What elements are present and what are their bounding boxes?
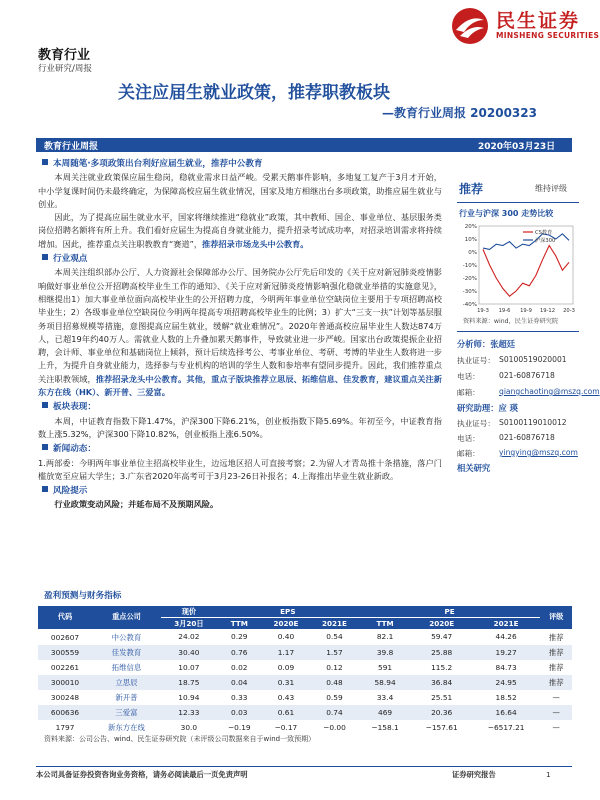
cell-value: 0.29: [231, 632, 248, 642]
risk-text: 行业政策变动风险；并延布局不及预期风险。: [54, 499, 219, 510]
cell-rating: 推荐: [548, 647, 564, 657]
divider: [457, 331, 579, 332]
col-price-date: 3月20日: [161, 618, 217, 630]
cell-value: 39.8: [376, 647, 394, 657]
page-subtitle: —教育行业周报 20200323: [382, 106, 537, 120]
cell-value: 25.88: [431, 647, 453, 657]
info-label: 电话：: [457, 372, 480, 381]
cell-value: 44.26: [495, 632, 517, 642]
cell-code: 1797: [55, 722, 75, 732]
section-risk: [38, 485, 442, 498]
col-rating: 评级: [540, 606, 572, 629]
cell-value: 25.51: [431, 692, 453, 702]
chart-title: 行业与沪深 300 走势比较: [459, 209, 554, 218]
cell-value: −6517.21: [487, 722, 525, 732]
cell-rating: 推荐: [548, 677, 564, 687]
category-label: 行业研究/周报: [38, 64, 92, 74]
y-tick-label: 20%: [464, 224, 477, 230]
table-row: [38, 645, 572, 660]
col-eps: EPS: [217, 606, 359, 618]
info-value: 021-60876718: [499, 371, 555, 380]
bullet-square-icon: [42, 402, 48, 408]
cell-value: 19.27: [495, 647, 517, 657]
cell-value: 0.76: [231, 647, 248, 657]
cell-value: 33.4: [376, 692, 394, 702]
cell-code: 002261: [50, 662, 80, 672]
cell-value: 24.95: [495, 677, 517, 687]
legend-label: 沪深300: [535, 238, 556, 244]
info-label: 邮箱：: [457, 449, 480, 458]
col-pe-ttm: TTM: [359, 618, 412, 630]
cell-value: 1.57: [326, 647, 343, 657]
cell-value: 36.84: [431, 677, 453, 687]
cell-value: 18.52: [495, 692, 517, 702]
email-link[interactable]: yingying@mszq.com: [499, 448, 578, 457]
section-title: 板块表现：: [53, 402, 96, 413]
table-row: [38, 705, 572, 720]
cell-name: 中公教育: [111, 632, 142, 642]
info-label: 电话：: [457, 434, 480, 443]
cell-value: 0.03: [231, 707, 248, 717]
y-tick-label: -20%: [462, 276, 477, 282]
table-row: [38, 690, 572, 705]
table-source: 资料来源：公司公告、wind、民生证券研究院（未评级公司数据来自于wind一致预期）: [44, 735, 316, 743]
x-tick-label: 19-3: [477, 308, 489, 314]
col-pe-2021: 2021E: [472, 618, 540, 630]
brand-name: 民生证券: [496, 10, 581, 32]
cell-rating: —: [552, 707, 560, 717]
x-tick-label: 19-9: [520, 308, 532, 314]
cell-code: 002607: [50, 632, 80, 642]
analyst-name: 张超廷: [490, 339, 516, 349]
col-name: 重点公司: [92, 606, 161, 629]
cell-rating: —: [552, 722, 560, 732]
email-link[interactable]: qiangchaoting@mszq.com: [499, 387, 600, 396]
footer-disclaimer: 本公司具备证券投资咨询业务资格，请务必阅读最后一页免责声明: [36, 770, 248, 779]
section-sector-performance: [38, 401, 442, 414]
page-number: 1: [546, 770, 551, 779]
cell-value: 0.33: [231, 692, 248, 702]
x-tick-label: 19-6: [498, 308, 511, 314]
cell-value: 1.17: [277, 647, 295, 657]
section-title: 风险提示: [53, 486, 88, 497]
table-row: [38, 629, 572, 645]
paragraph: [38, 211, 442, 251]
analyst-label: 研究助理：: [457, 403, 499, 413]
cell-value: 0.09: [277, 662, 295, 672]
highlight-text: 推荐招录龙头中公教育。其他，重点子版块推荐立思辰、拓维信息、佳发教育，建议重点关注新东方在线（HK）、新开普、三爱富。: [38, 373, 442, 398]
y-tick-label: 10%: [464, 237, 477, 243]
col-code: 代码: [38, 606, 92, 629]
footer-label: 证券研究报告: [452, 770, 496, 779]
cell-rating: 推荐: [548, 662, 564, 672]
report-bar-title: 教育行业周报: [44, 142, 99, 152]
y-tick-label: -40%: [462, 302, 477, 308]
cell-value: 84.73: [495, 662, 517, 672]
table-row: [38, 660, 572, 675]
info-value: S0100119010012: [499, 418, 567, 427]
cell-value: 24.02: [178, 632, 200, 642]
analyst-1-phone: [457, 371, 555, 382]
cell-value: 10.94: [178, 692, 200, 702]
section-news: [38, 443, 442, 456]
analyst-1-cert: [457, 355, 567, 366]
col-eps-ttm: TTM: [217, 618, 262, 630]
bullet-square-icon: [42, 444, 48, 450]
footer-divider: [36, 766, 572, 767]
paragraph: 本周关注就业政策保应届生稳岗，稳就业需求日益严峻。受累天鹅事件影响，多地复工复产于3月才开始，中小学复课时间仍未最终确定，为保障高校应届生就业情况，国家及地方相继出台多项政策，助推应届生就业与创业。: [38, 172, 442, 209]
cell-value: 58.94: [374, 677, 396, 687]
cell-value: 59.47: [431, 632, 453, 642]
analyst-2-cert: [457, 418, 567, 429]
cell-name: 拓维信息: [111, 662, 142, 672]
table-row: [38, 720, 572, 735]
cell-value: 0.40: [277, 632, 295, 642]
y-tick-label: -30%: [462, 289, 477, 295]
section-industry-view: [38, 253, 442, 266]
cell-value: 0.43: [277, 692, 295, 702]
cell-name: 新开普: [115, 692, 138, 702]
cell-value: 30.0: [180, 722, 198, 732]
info-label: 执业证号：: [457, 419, 495, 428]
cell-value: 115.2: [431, 662, 453, 672]
forecast-table: [38, 606, 572, 735]
col-price: 现价: [161, 606, 217, 618]
cell-value: 0.48: [326, 677, 343, 687]
brand-logo: [448, 4, 600, 52]
table-header-row: [38, 606, 572, 618]
analyst-2: [457, 402, 518, 414]
rating-value: 维持评级: [535, 184, 567, 193]
section-title: 本周随笔·多项政策出台利好应届生就业，推荐中公教育: [53, 159, 263, 169]
report-body: [38, 156, 442, 512]
x-tick-label: 20-3: [563, 308, 575, 314]
analyst-2-email: [457, 448, 578, 459]
cell-value: −158.1: [371, 722, 399, 732]
col-pe: PE: [359, 606, 541, 618]
analyst-2-phone: [457, 433, 555, 444]
paragraph: 1.两部委：今明两年事业单位主招高校毕业生，边远地区招人可直接考察；2.为留人才青岛推十条措施，落户门槛放宽至应届大学生；3.广东省2020年高考可于3月23-26日补报名；4.上海推出毕业生就业新政。: [38, 457, 442, 481]
paragraph: [38, 266, 442, 399]
section-title: 行业观点: [53, 254, 88, 265]
table-title: 盈利预测与财务指标: [44, 591, 122, 601]
section-title: 新闻动态：: [53, 444, 96, 455]
legend-label: CS教育: [535, 230, 553, 236]
cell-value: 0.04: [231, 677, 248, 687]
related-research[interactable]: 相关研究: [457, 463, 491, 473]
cell-code: 300559: [50, 647, 80, 657]
rating-label: 推荐: [459, 182, 484, 196]
x-tick-label: 19-12: [539, 308, 556, 314]
cell-value: 0.31: [277, 677, 295, 687]
cell-value: 0.02: [231, 662, 248, 672]
chart-source: 资料来源：wind，民生证券研究院: [463, 318, 559, 325]
info-value: 021-60876718: [499, 433, 555, 442]
brand-emblem-icon: [450, 6, 490, 46]
analyst-name: 应 瑛: [498, 403, 518, 413]
col-pe-2020: 2020E: [411, 618, 472, 630]
cell-name: 三爱富: [115, 707, 138, 717]
plot-frame: [479, 226, 573, 304]
brand-sub: MINSHENG SECURITIES: [496, 31, 600, 40]
paragraph-text: 因此，为了提高应届生就业水平，国家将继续推进“稳就业”政策，其中教师、国企、事业单位、基层服务类岗位招聘名额将有所上升。我们看好应届生为提高自身就业能力，提升招录考试成功率，对招录培训需求将持续增加。因此，推荐重点关注职教教育“赛道”，: [38, 212, 442, 249]
col-eps-2021: 2021E: [310, 618, 359, 630]
trend-chart: [457, 220, 579, 316]
cell-value: 12.33: [178, 707, 200, 717]
cell-value: 0.59: [326, 692, 343, 702]
bullet-square-icon: [42, 254, 48, 260]
highlight-text: 推荐招录市场龙头中公教育。: [202, 238, 309, 249]
cell-rating: —: [552, 692, 560, 702]
cell-value: −0.19: [227, 722, 251, 732]
y-tick-label: -10%: [462, 263, 477, 269]
cell-value: 591: [378, 662, 393, 672]
bullet-square-icon: [42, 486, 48, 492]
cell-value: 16.64: [495, 707, 517, 717]
page-title: 关注应届生就业政策，推荐职教板块: [118, 83, 390, 103]
table-row: [38, 675, 572, 690]
cell-value: 0.54: [326, 632, 343, 642]
col-eps-2020: 2020E: [262, 618, 311, 630]
info-value: S0100519020001: [499, 355, 567, 364]
cell-value: 20.36: [431, 707, 453, 717]
divider: [457, 202, 579, 203]
cell-name: 立思辰: [115, 677, 138, 687]
bullet-square-icon: [42, 159, 48, 165]
analyst-label: 分析师：: [457, 339, 491, 349]
cell-value: −157.61: [425, 722, 458, 732]
cell-value: 0.74: [326, 707, 343, 717]
info-label: 邮箱：: [457, 388, 480, 397]
cell-value: −0.17: [274, 722, 298, 732]
section-weekly-essay: [38, 158, 442, 171]
cell-value: 469: [378, 707, 393, 717]
paragraph: 本周，中证教育指数下降1.47%，沪深300下降6.21%，创业板指数下降5.69%。年初至今，中证教育指数上涨5.32%，沪深300下降10.82%，创业板指上涨6.50%。: [38, 415, 442, 439]
industry-label: 教育行业: [38, 48, 91, 63]
cell-value: 30.40: [178, 647, 200, 657]
analyst-1: [457, 338, 515, 350]
cell-code: 600636: [50, 707, 80, 717]
cell-rating: 推荐: [548, 632, 564, 642]
info-label: 执业证号：: [457, 356, 495, 365]
y-tick-label: 0%: [468, 250, 477, 256]
cell-value: 0.12: [326, 662, 343, 672]
cell-value: 10.07: [178, 662, 200, 672]
series-line-0: [483, 246, 569, 297]
cell-name: 新东方在线: [107, 722, 145, 732]
paragraph-text: 本周关注组织部办公厅、人力资源社会保障部办公厅、国务院办公厅先后印发的《关于应对新冠肺炎疫情影响做好事业单位公开招聘高校毕业生工作的通知》、《关于应对新冠肺炎疫情影响强化稳就业举措的实施意见》，相继提出1）加大事业单位面向高校毕业生的公开招聘力度，今明两年事业单位空缺岗位主要用于专项招聘高校毕业生；2）各级事业单位空缺岗位今明两年提高专项招聘高校毕业生的比例；3）扩大“三支一扶”计划等基层服务项目招募规模等措施，意图提高应届生就业，缓解“就业难情况”。2020年普通高校应届毕业生人数达874万人，已超19年约40万人。需就业人数的上升叠加累天鹅事件，导致就业进一步严峻。国家出台政策提振企业招聘，会计师、事业单位和基础岗位上倾斜，预计后续选择考公、考事业单位、考研、考博的毕业生人数将进一步上升，为提升自身就业能力，选择参与专业机构的培训的学生人数和参培率有望同步提升。因此，我们推荐重点关注职教领域，: [38, 267, 442, 384]
cell-value: 18.75: [178, 677, 200, 687]
series-line-1: [483, 234, 569, 250]
table-body: [38, 629, 572, 735]
cell-value: −0.00: [323, 722, 346, 732]
cell-name: 佳发教育: [111, 647, 142, 657]
cell-code: 300010: [50, 677, 80, 687]
cell-value: 0.61: [277, 707, 295, 717]
cell-value: 82.1: [376, 632, 394, 642]
cell-code: 300248: [50, 692, 80, 702]
report-date: 2020年03月23日: [478, 142, 556, 152]
analyst-1-email: [457, 387, 600, 398]
